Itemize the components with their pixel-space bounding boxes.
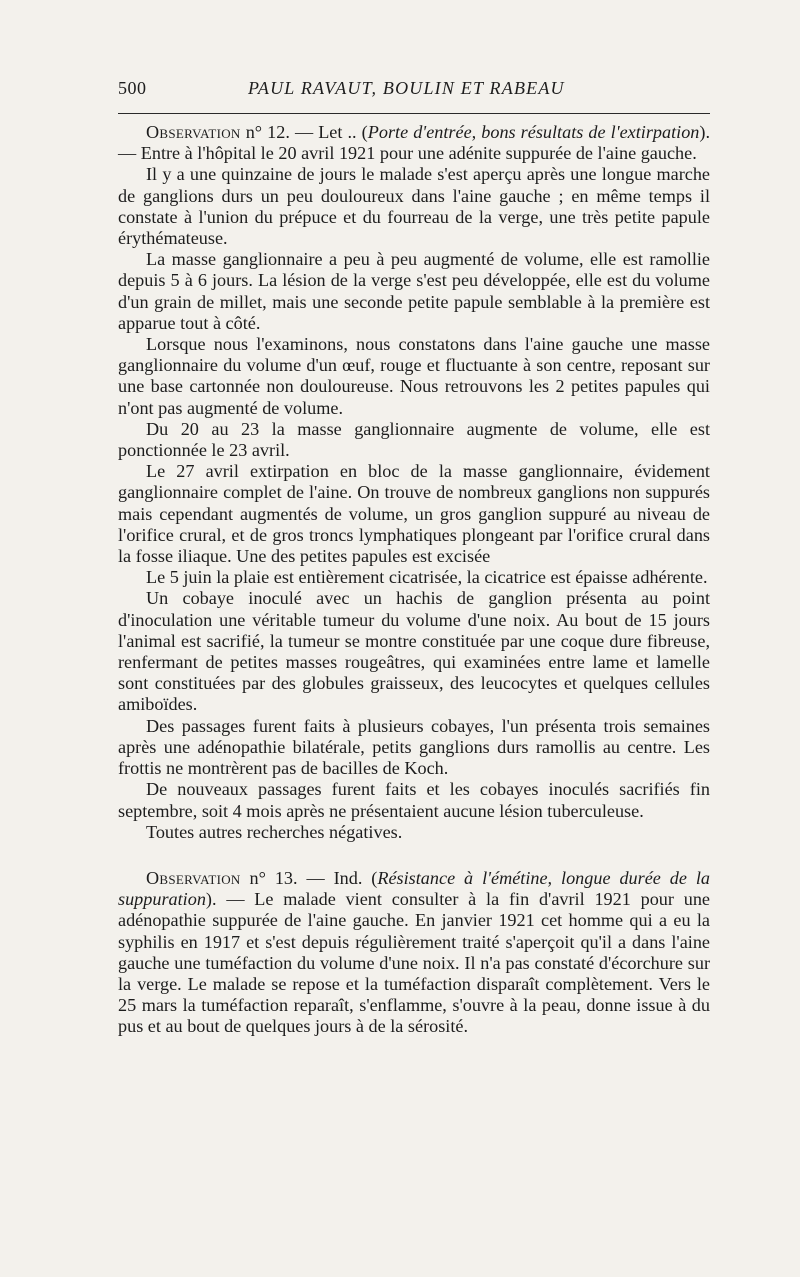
running-title: PAUL RAVAUT, BOULIN ET RABEAU: [248, 78, 565, 98]
paragraph: Des passages furent faits à plusieurs cobayes, l'un présenta trois semaines après une adénopathie bilatérale, petits ganglions durs ramollis au centre. Les frottis ne montrèrent pas de bacilles de Koch.: [118, 715, 710, 779]
paragraph: De nouveaux passages furent faits et les cobayes inoculés sacrifiés fin septembre, soit 4 mois après ne présentaient aucune lésion tuberculeuse.: [118, 779, 710, 821]
observation-intro: ). — Entre à l'hôpital le 20 avril 1921 pour une adénite suppurée de l'aine gauche.: [118, 122, 711, 164]
paragraph: Le 27 avril extirpation en bloc de la masse ganglionnaire, évidement ganglionnaire complet de l'aine. On trouve de nombreux ganglions non suppurés mais cependant augmentés de volume, un gros ganglion suppuré au niveau de l'orifice crural, et de gros troncs lymphatiques plongeant par l'orifice crural dans la fosse iliaque. Une des petites papules est excisée: [118, 461, 710, 567]
paragraph: Un cobaye inoculé avec un hachis de ganglion présenta au point d'inoculation une véritable tumeur du volume d'une noix. Au bout de 15 jours l'animal est sacrifié, la tumeur se montre constituée par une coque dure fibreuse, renfermant de petites masses rougeâtres, qui examinées entre lame et lamelle sont constituées par des globules graisseux, des leucocytes et quelques cellules amiboïdes.: [118, 588, 710, 715]
paragraph: Toutes autres recherches négatives.: [146, 821, 403, 842]
observation-number: n° 12. — Let .. (: [245, 122, 368, 142]
page-body: [118, 122, 710, 1038]
observation-title: Résistance à l'émétine, longue durée de la suppuration: [118, 867, 711, 910]
paragraph: Lorsque nous l'examinons, nous constatons dans l'aine gauche une masse ganglionnaire du volume d'un œuf, rouge et fluctuante à son centre, reposant sur une base cartonnée non douloureuse. Nous retrouvons les 2 petites papules qui n'ont pas augmenté de volume.: [118, 334, 710, 418]
observation-label: Observation: [146, 867, 241, 888]
paragraph: Il y a une quinzaine de jours le malade s'est aperçu après une longue marche de ganglions durs un peu douloureux dans l'aine gauche ; en même temps il constate à l'union du prépuce et du fourreau de la verge, une très petite papule érythémateuse.: [118, 164, 710, 249]
paragraph: La masse ganglionnaire a peu à peu augmenté de volume, elle est ramollie depuis 5 à 6 jours. La lésion de la verge s'est peu développée, elle est du volume d'un grain de millet, mais une seconde petite papule semblable à la première est apparue tout à côté.: [118, 249, 710, 333]
page-number: 500: [118, 78, 147, 98]
section-gap: [118, 843, 710, 868]
observation-12-heading: [118, 122, 710, 164]
observation-title: Porte d'entrée, bons résultats de l'extirpation: [367, 122, 700, 142]
observation-number: n° 13. — Ind. (: [249, 867, 378, 888]
paragraph: Le 5 juin la plaie est entièrement cicatrisée, la cicatrice est épaisse adhérente.: [146, 567, 708, 588]
page-header: [118, 78, 710, 102]
observation-13-heading: [118, 868, 710, 1038]
paragraph: Du 20 au 23 la masse ganglionnaire augmente de volume, elle est ponctionnée le 23 avril.: [118, 418, 710, 461]
header-rule: [118, 113, 710, 114]
observation-intro: ). — Le malade vient consulter à la fin d'avril 1921 pour une adénopathie suppurée de l'aine gauche. En janvier 1921 cet homme qui a eu la syphilis en 1917 et s'est depuis régulièrement traité s'aperçoit qu'il a dans l'aine gauche une tuméfaction du volume d'une noix. Il n'a pas constaté d'écorchure sur la verge. Le malade se repose et la tuméfaction disparaît complètement. Vers le 25 mars la tuméfaction reparaît, s'enflamme, s'ouvre à la peau, donne issue à du pus et au bout de quelques jours à de la sérosité.: [118, 889, 710, 1037]
observation-label: Observation: [146, 122, 241, 142]
